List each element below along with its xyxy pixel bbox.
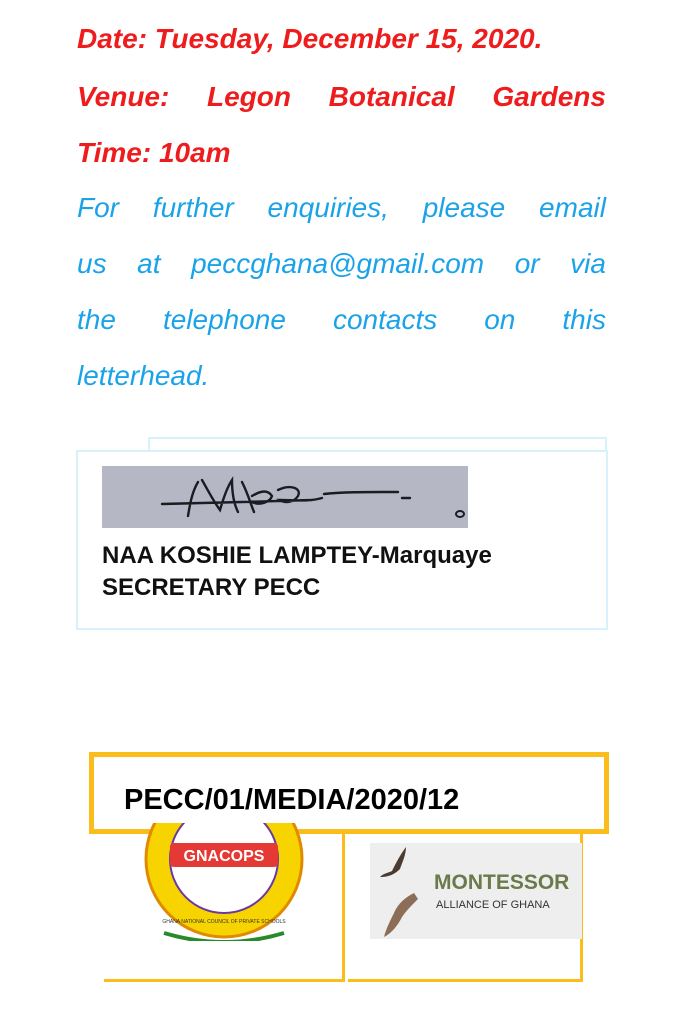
signatory-title: SECRETARY PECC: [102, 574, 321, 601]
signature-box: [76, 450, 608, 630]
enquiry-word: email: [539, 192, 606, 223]
enquiry-word: on: [484, 304, 516, 335]
enquiry-word: or: [514, 248, 540, 279]
enquiry-word: the: [77, 304, 116, 335]
partner-logos: [104, 833, 581, 983]
enquiry-word: enquiries,: [267, 192, 389, 223]
enquiry-word: telephone: [162, 304, 286, 335]
venue-word: Gardens: [492, 81, 606, 112]
venue-word: Botanical: [328, 81, 455, 112]
email-link[interactable]: peccghana@gmail.com: [191, 248, 485, 279]
signature-scribble: [102, 466, 468, 528]
enquiry-word: contacts: [332, 304, 438, 335]
enquiry-word: For: [77, 192, 119, 223]
enquiry-line: [77, 348, 606, 404]
enquiry-word: at: [137, 248, 161, 279]
enquiry-word: letterhead.: [77, 360, 210, 391]
gnacops-seal-logo: [144, 823, 304, 941]
gnacops-ring-text: GHANA NATIONAL COUNCIL OF PRIVATE SCHOOLS: [162, 919, 286, 925]
enquiry-word: this: [562, 304, 606, 335]
hands-icon: [370, 843, 434, 939]
venue-line: [77, 80, 606, 114]
enquiry-word: further: [152, 192, 234, 223]
enquiry-word: us: [77, 248, 107, 279]
enquiry-line: [77, 236, 606, 292]
enquiry-paragraph: [77, 180, 606, 404]
enquiry-line: [77, 180, 606, 236]
enquiry-word: please: [422, 192, 506, 223]
signature-image: [102, 466, 468, 528]
venue-word: Legon: [206, 81, 291, 112]
montessori-logo: [370, 843, 582, 939]
date-line: Date: Tuesday, December 15, 2020.: [77, 23, 543, 54]
venue-word: Venue:: [77, 81, 170, 112]
reference-number: PECC/01/MEDIA/2020/12: [124, 784, 460, 816]
enquiry-word: via: [570, 248, 606, 279]
signatory-block: [102, 540, 492, 604]
gnacops-initials: GNACOPS: [183, 848, 265, 865]
montessori-title: MONTESSOR: [434, 871, 570, 894]
enquiry-line: [77, 292, 606, 348]
time-line: Time: 10am: [77, 137, 231, 168]
reference-box: [89, 752, 609, 834]
montessori-subtitle: ALLIANCE OF GHANA: [436, 899, 550, 911]
signatory-name: NAA KOSHIE LAMPTEY-Marquaye: [102, 542, 492, 569]
